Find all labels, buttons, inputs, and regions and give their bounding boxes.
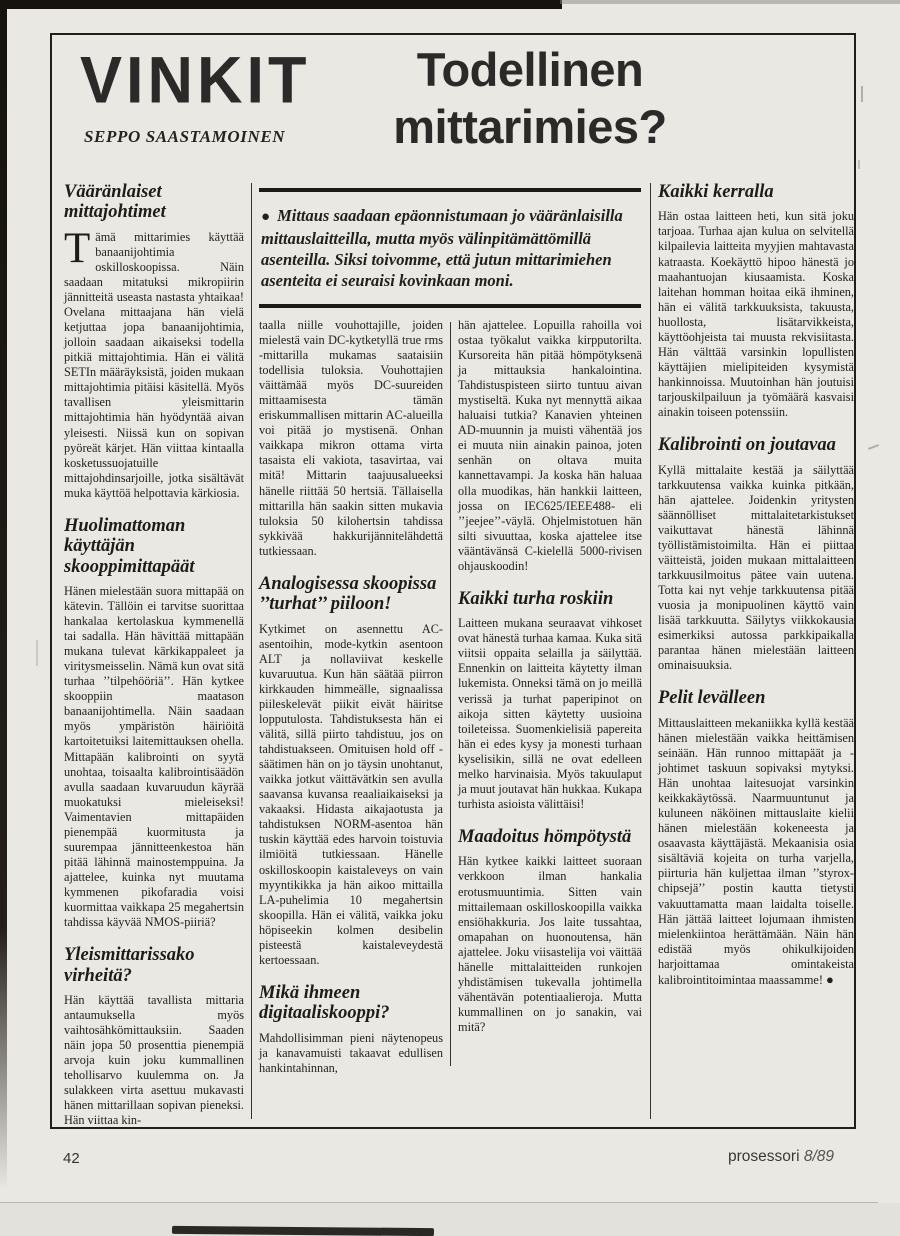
- scan-artifact: [868, 444, 879, 450]
- paragraph: hän ajattelee. Lopuilla rahoilla voi ostaa työkalut vaikka kirpputorilta. Kursoreita hän pitää hömpötyksenä ja mittauksia hankalointina. Tahdistuspisteen siirto tuntuu aivan mystiseltä. Kuka nyt mennyttä aikaa haluaisi tutkia? Kanavien yhteinen AD-muunnin ja muisti vähentää jos ei muuta niin ainakin painoa, joten senhän on oltava muita kannettavampi. Ja koska hän haluaa olla muodikas, hän hankkii laitteen, jossa on IEC625/IEEE488- eli ’’jeejee’’-väylä. Ohjelmistotuen hän silti sivuuttaa, koska ajattelee itse vääntävänsä C-kielellä 5000-rivisen ohjauskoodin!: [458, 317, 642, 573]
- column-2: [259, 318, 443, 1076]
- article-title-line2: mittarimies?: [393, 100, 667, 153]
- scan-artifact: [560, 0, 900, 4]
- section-heading: Yleismittarissako virheitä?: [64, 945, 195, 986]
- column-kicker: VINKIT: [80, 44, 311, 117]
- scan-artifact: [861, 86, 863, 102]
- column-divider: [450, 322, 451, 1066]
- article-title-line1: Todellinen: [416, 43, 644, 96]
- article-header: [64, 43, 854, 175]
- column-1: [64, 179, 244, 1129]
- scan-artifact: [858, 160, 860, 169]
- article-frame: [50, 33, 856, 1129]
- section-heading: Pelit levälleen: [658, 688, 766, 709]
- paragraph: [64, 224, 244, 501]
- section-heading: Maadoitus hömpötystä: [458, 827, 632, 848]
- column-divider: [650, 183, 651, 1119]
- section-heading: Kaikki kerralla: [658, 182, 774, 202]
- paragraph: Hänen mielestään suora mittapää on kätevin. Tällöin ei tarvitse suorittaa hankalaa kertolaskua kymmenellä tai sadalla. Hän hävittää mittapään mukana tulevat kärkikappaleet ja viritysmeisselin. Nämä kun ovat sitä turhaa ’’tilpehööriä’’. Hän kytkee skooppiin maatason banaanijohtimella. Näin saadaan myös ympäristön häiriöitä kartoitetuiksi laitemittauksen ohella. Mittapään kalibrointi on syytä unohtaa, toisaalta kalibrointisäädön avulla saadaan kuvaruudun käyrää muokatuksi mieleiseksi! Vaimentavien mittapäiden pienempää kuormitusta ja suurempaa jännitteenkestoa hän pitää lähinnä mainostemppuina. Ja ajattelee, kuinka nyt muutama kymmenen pikofaradia voisi kuormittaa vaikkapa 25 megahertsin tahdissa käyvää NMOS-piiriä?: [64, 583, 244, 930]
- article-body: [64, 179, 854, 1129]
- scan-artifact: [36, 640, 38, 666]
- intro-lede: [259, 188, 641, 308]
- middle-columns: [259, 318, 643, 1076]
- section-heading: Kaikki turha roskiin: [458, 588, 614, 609]
- column-4: [658, 179, 854, 1129]
- paragraph-text: ämä mittarimies käyttää banaanijohtimia oskilloskoopissa. Näin saadaan mitatuksi mikropiirin jännitteitä useasta nastasta yhtaikaa! Ovelana mittaajana hän vielä ketjuttaa jopa banaanijohtimia, jolloin saadaan aikaiseksi todella pitkiä mittajohtimia. Hän ei välitä SETIn määräyksistä, joiden mukaan mittajohtimia pitäisi käsitellä. Myös tavallisen yleismittarin mittajohtimia hän hyödyntää aivan yleisesti. Niissä kun on sopivan pyöreät kärjet. Hän viittaa kintaalla kosketussuojatuille mittajohdinsarjoille, jotka sisältävät muka käyttöä helpottavia kärkiosia.: [64, 229, 244, 500]
- article-title: [362, 41, 698, 155]
- magazine-name: prosessori: [728, 1148, 800, 1165]
- paragraph-text: Mittauslaitteen mekaniikka kyllä kestää hänen mielestään vaikka heittämisen seinään. Hän runnoo mittapäät ja -johtimet taskuun sopivaksi mytyksi. Hän unohtaa laitesuojat varsinkin keikkakäytössä. Naarmuuntunut ja kuluneen näköinen mittauslaite kielii hänen mielestään kokeneesta ja osaavasta käyttäjästä. Mekaanisia osia sisältäviä kojeita on turha varjella, piirturia hän kuljettaa ilman ’’styrox-chipsejä’’ postin kautta tietysti vakuuttamatta maan laidalta toiselle. Hän jättää laitteet lojumaan ihmisten mielenkiintoa herättämään. Näin hän edistää myös ohikulkijoiden harjoittamaa omintakeista kalibrointitoimintaa maassamme!: [658, 715, 854, 987]
- drop-cap: T: [64, 224, 91, 272]
- section-heading: Huolimattoman käyttäjän skooppimittapäät: [64, 515, 195, 577]
- intro-text: Mittaus saadaan epäonnistumaan jo vääränlaisilla mittauslaitteilla, mutta myös välinpitämättömillä asenteilla. Siksi toivomme, että jutun mittarimiehen asenteita ei seuraisi kovinkaan moni.: [261, 206, 623, 291]
- paragraph: taalla niille vouhottajille, joiden mielestä vain DC-kytketyllä true rms -mittarilla mukamas saataisiin todellisia tuloksia. Vouhottajien väittämää myös DC-suureiden mittaamisesta tämän eriskummallisen mittarin AC-alueilla voi pitää jo mystisenä. Onhan vaikkapa mikron ottama virta tasaista eli vakiota, tasavirtaa, vai mitä! Mittarin taajuusalueeksi hänelle riittää 50 hertsiä. Tällaisella mittarilla hän saakin sitten mukavia tuloksia 50 kilohertsin tahdissa sykkivää hakkurijännitelähdettä tutkiessaan.: [259, 317, 443, 558]
- section-heading: Vääränlaiset mittajohtimet: [64, 182, 166, 223]
- paragraph: Hän käyttää tavallista mittaria antaumuksella myös vaihtosähkömittauksiin. Saaden näin jopa 50 prosenttia pienempiä arvoja kuin joku kummallinen tehollisarvo kuulemma on. Ja sulakkeen virta asettuu mukavasti hänen mittarillaan sopivan pieneksi. Hän viittaa kin-: [64, 992, 244, 1128]
- page-number: 42: [63, 1150, 80, 1167]
- scan-artifact: [0, 1203, 900, 1236]
- paragraph: Laitteen mukana seuraavat vihkoset ovat hänestä turhaa kamaa. Kuka sitä viitsii oppaita selailla ja säilyttää. Ennenkin on laitteita käytetty ilman lukemista. Onneksi tämä on jo meillä verissä ja turhat paperipinot on aikoja sitten käytetty uusioina toileteissa. Suomenkielisiä papereita hän ei edes kysy ja monesti turhaan kyselisikin, sillä ne ovat edelleen melko harvinaisia. Myös takuulaput ja muut joutavat hän hukkaa. Kukapa turhista asioista välittäisi!: [458, 616, 642, 811]
- paragraph: Hän kytkee kaikki laitteet suoraan verkkoon ilman hankalia erotusmuuntimia. Sitten vain mittailemaan oskilloskoopilla vaikka ensiöhakkuria. Jos laite tussahtaa, omapahan on huonoutensa, hän ajattelee. Joku viisastelija voi väittää hänelle mittalaitteiden runkojen yhdistämisen tukevalla johtimella vähentävän potentiaalieroja. Mutta kummallinen on jo sanakin, vai mitä?: [458, 854, 642, 1035]
- scan-artifact: [0, 0, 7, 1190]
- paragraph: Kyllä mittalaite kestää ja säilyttää tarkkuutensa vaikka kuinka pitkään, hän ajattelee. Joidenkin yritysten säännölliset mittalaitetarkistukset vaikuttavat hänestä lähinnä työllistämistoimilta. Hän ei piittaa väitteistä, joiden mukaan mittalaitteen tarkkuusilmoitus pätee vain uutena. Totta kai nyt vehje tarkkuutensa pitää vuosia ja monipuolinen käyttö vain lisää tarkkuutta. Säilytys viikkokausia esimerkiksi autossa parkkipaikalla parantaa hänen mielestään laitteen ominaisuuksia.: [658, 462, 854, 673]
- end-mark-icon: ●: [826, 971, 834, 987]
- paragraph: Hän ostaa laitteen heti, kun sitä joku tarjoaa. Turhaa ajan kulua on selvitellä kilpailevia laitteita myyjien mahtavasta katraasta. Koekäyttö hipoo hänestä jo maahantuojan kiusaamista. Koska laitehan homman hoitaa eikä ihminen, hän ei välitä tarkkuuksista, takuusta, huollosta, lisätarvikkeista, käyttöohjeista tai muusta rekvisiitasta. Hän välttää varsinkin lopullisten käyttäjien mielipiteiden kysymistä hankinnoissa. Muutoinhan hän joutuisi tarjouskilpailuun ja työmäärä kasvaisi ainakin toiseen potenssiin.: [658, 209, 854, 420]
- bullet-icon: ●: [261, 209, 271, 225]
- column-divider: [251, 183, 252, 1119]
- paragraph: Kytkimet on asennettu AC-asentoihin, mode-kytkin asentoon ALT ja nollaviivat keskelle kuvaruutua. Kun hän säätää piirron kirkkauden himmeälle, signaalissa piileskelevät piikit eivät häiritse lopputulosta. Tahdistuksesta hän ei välitä, sillä piirto tahdistuu, jos on tahdistuakseen. Omituisen hold off -säätimen hän on jo täysin unohtanut, vaikka jotkut väittävätkin sen avulla saavansa kuvansa reaaliaikaiseksi ja vakaaksi. Hidasta aikajaotusta ja tahdistuksen NORM-asentoa hän tuskin käyttää edes harvoin toistuvia ilmiöitä tutkiessaan. Hänelle oskilloskoopin kaistaleveys on vain myyntikikka ja hän aikoo mittailla LA-puhelimia 10 megahertsin skoopilla. Hän ei välitä, vaikka joku höpiseekin kolmen desibelin pisteestä kaistaleveydestä kertoessaan.: [259, 621, 443, 967]
- section-heading: Analogisessa skoopissa ’’turhat’’ piiloon!: [259, 573, 437, 615]
- section-heading: Mikä ihmeen digitaaliskooppi?: [259, 982, 390, 1024]
- section-heading: Kalibrointi on joutavaa: [658, 435, 836, 456]
- column-3: [458, 318, 642, 1076]
- paragraph: Mahdollisimman pieni näytenopeus ja kanavamuisti takaavat edullisen hankintahinnan,: [259, 1030, 443, 1075]
- paragraph: [658, 716, 854, 988]
- middle-section: [259, 179, 643, 1129]
- scan-artifact: [0, 0, 562, 9]
- magazine-footer: [728, 1148, 834, 1166]
- author-byline: SEPPO SAASTAMOINEN: [84, 127, 286, 146]
- magazine-issue: 8/89: [803, 1148, 834, 1165]
